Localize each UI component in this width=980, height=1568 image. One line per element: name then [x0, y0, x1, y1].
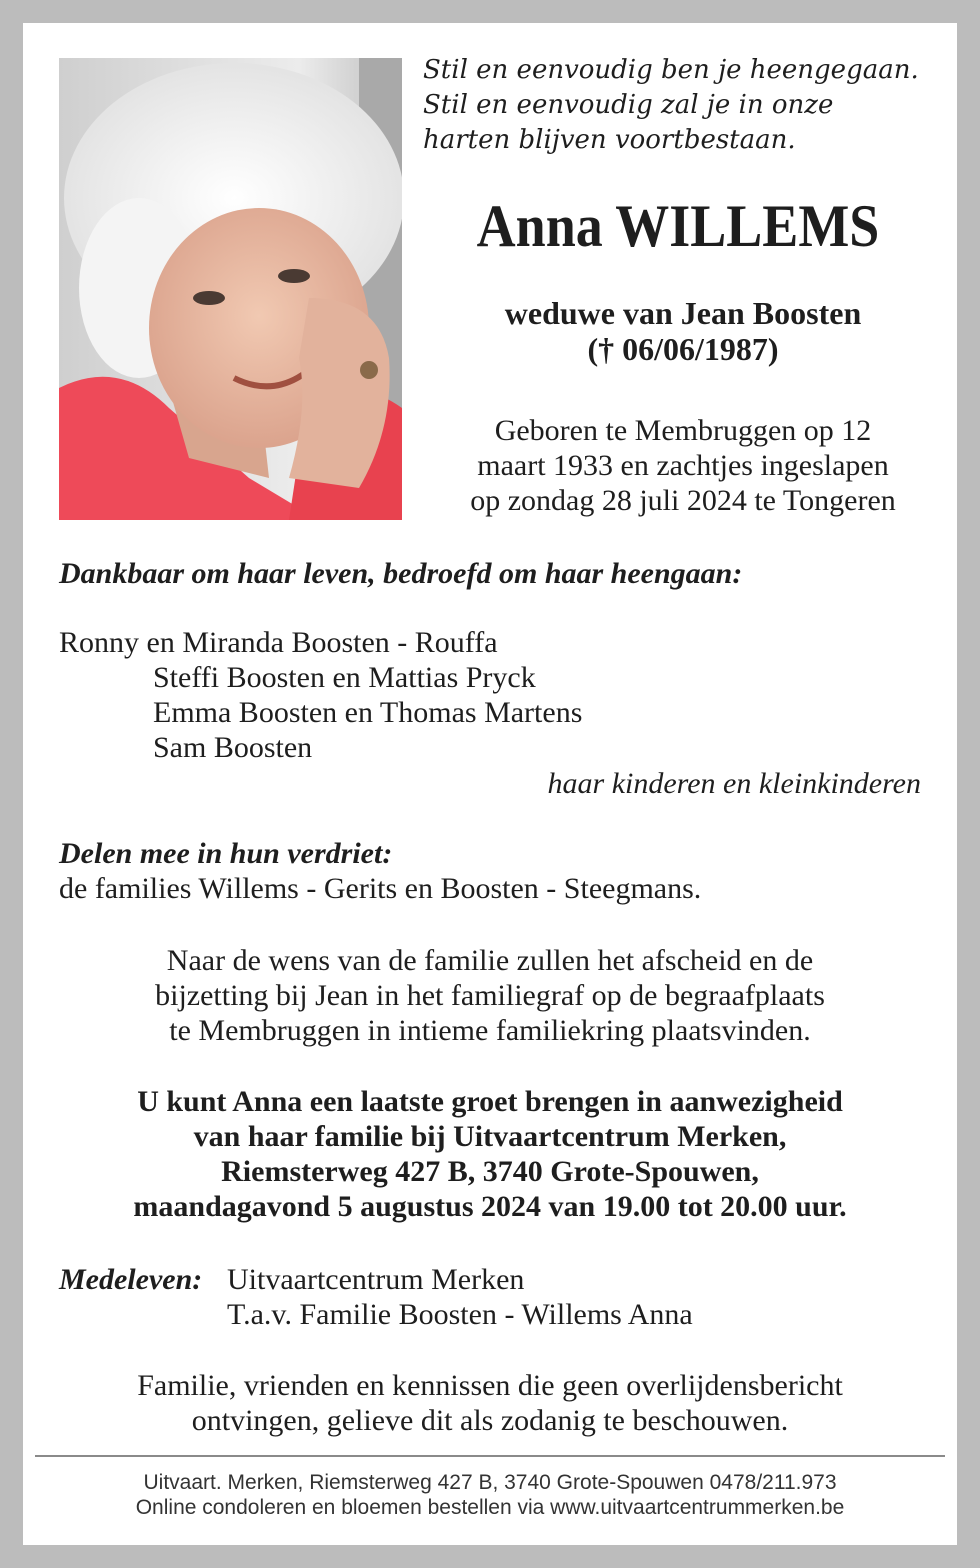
- family-member: Steffi Boosten en Mattias Pryck: [153, 661, 536, 694]
- poem: [423, 53, 943, 158]
- footer-divider: [35, 1455, 945, 1457]
- family-member: Sam Boosten: [153, 731, 313, 764]
- poem-line: Stil en eenvoudig ben je heengegaan.: [423, 55, 919, 85]
- widow-line: weduwe van Jean Boosten: [504, 295, 862, 331]
- birth-line: op zondag 28 juli 2024 te Tongeren: [470, 484, 896, 517]
- birth-line: Geboren te Membruggen op 12: [494, 414, 872, 447]
- birth-line: maart 1933 en zachtjes ingeslapen: [477, 449, 889, 482]
- footer: [23, 1470, 957, 1520]
- family-heading: Dankbaar om haar leven, bedroefd om haar heengaan:: [59, 557, 743, 590]
- condolence-line: T.a.v. Familie Boosten - Willems Anna: [227, 1298, 693, 1331]
- condolence-line: Uitvaartcentrum Merken: [227, 1263, 525, 1296]
- notice-line: Familie, vrienden en kennissen die geen overlijdensbericht: [137, 1369, 843, 1402]
- farewell-line: van haar familie bij Uitvaartcentrum Merken,: [193, 1120, 787, 1153]
- condolence-label: Medeleven:: [59, 1263, 203, 1296]
- farewell-line: Riemsterweg 427 B, 3740 Grote-Spouwen,: [221, 1155, 759, 1188]
- family-member: Ronny en Miranda Boosten - Rouffa: [59, 626, 498, 659]
- deceased-name: Anna WILLEMS: [476, 193, 880, 259]
- sharing-heading: Delen mee in hun verdriet:: [59, 837, 393, 870]
- footer-website: Online condoleren en bloemen bestellen via www.uitvaartcentrummerken.be: [135, 1496, 845, 1519]
- family-member: Emma Boosten en Thomas Martens: [153, 696, 583, 729]
- widow-info: [403, 295, 963, 367]
- footer-address: Uitvaart. Merken, Riemsterweg 427 B, 3740 Grote-Spouwen 0478/211.973: [143, 1471, 837, 1494]
- wish-line: bijzetting bij Jean in het familiegraf op de begraafplaats: [155, 979, 825, 1012]
- sharing-text: de families Willems - Gerits en Boosten - Steegmans.: [59, 872, 702, 905]
- wish-line: te Membruggen in intieme familiekring plaatsvinden.: [169, 1014, 811, 1047]
- farewell-line: U kunt Anna een laatste groet brengen in aanwezigheid: [137, 1085, 843, 1118]
- widow-death-date: († 06/06/1987): [587, 331, 779, 367]
- poem-line: harten blijven voortbestaan.: [423, 125, 796, 155]
- poem-line: Stil en eenvoudig zal je in onze: [423, 90, 834, 120]
- family-caption: haar kinderen en kleinkinderen: [547, 767, 921, 800]
- birth-info: [413, 413, 953, 518]
- notice-line: ontvingen, gelieve dit als zodanig te beschouwen.: [191, 1404, 789, 1437]
- portrait-photo: [59, 58, 402, 520]
- obituary-card: [23, 23, 957, 1545]
- wish-line: Naar de wens van de familie zullen het afscheid en de: [166, 944, 814, 977]
- farewell-line: maandagavond 5 augustus 2024 van 19.00 tot 20.00 uur.: [133, 1190, 847, 1223]
